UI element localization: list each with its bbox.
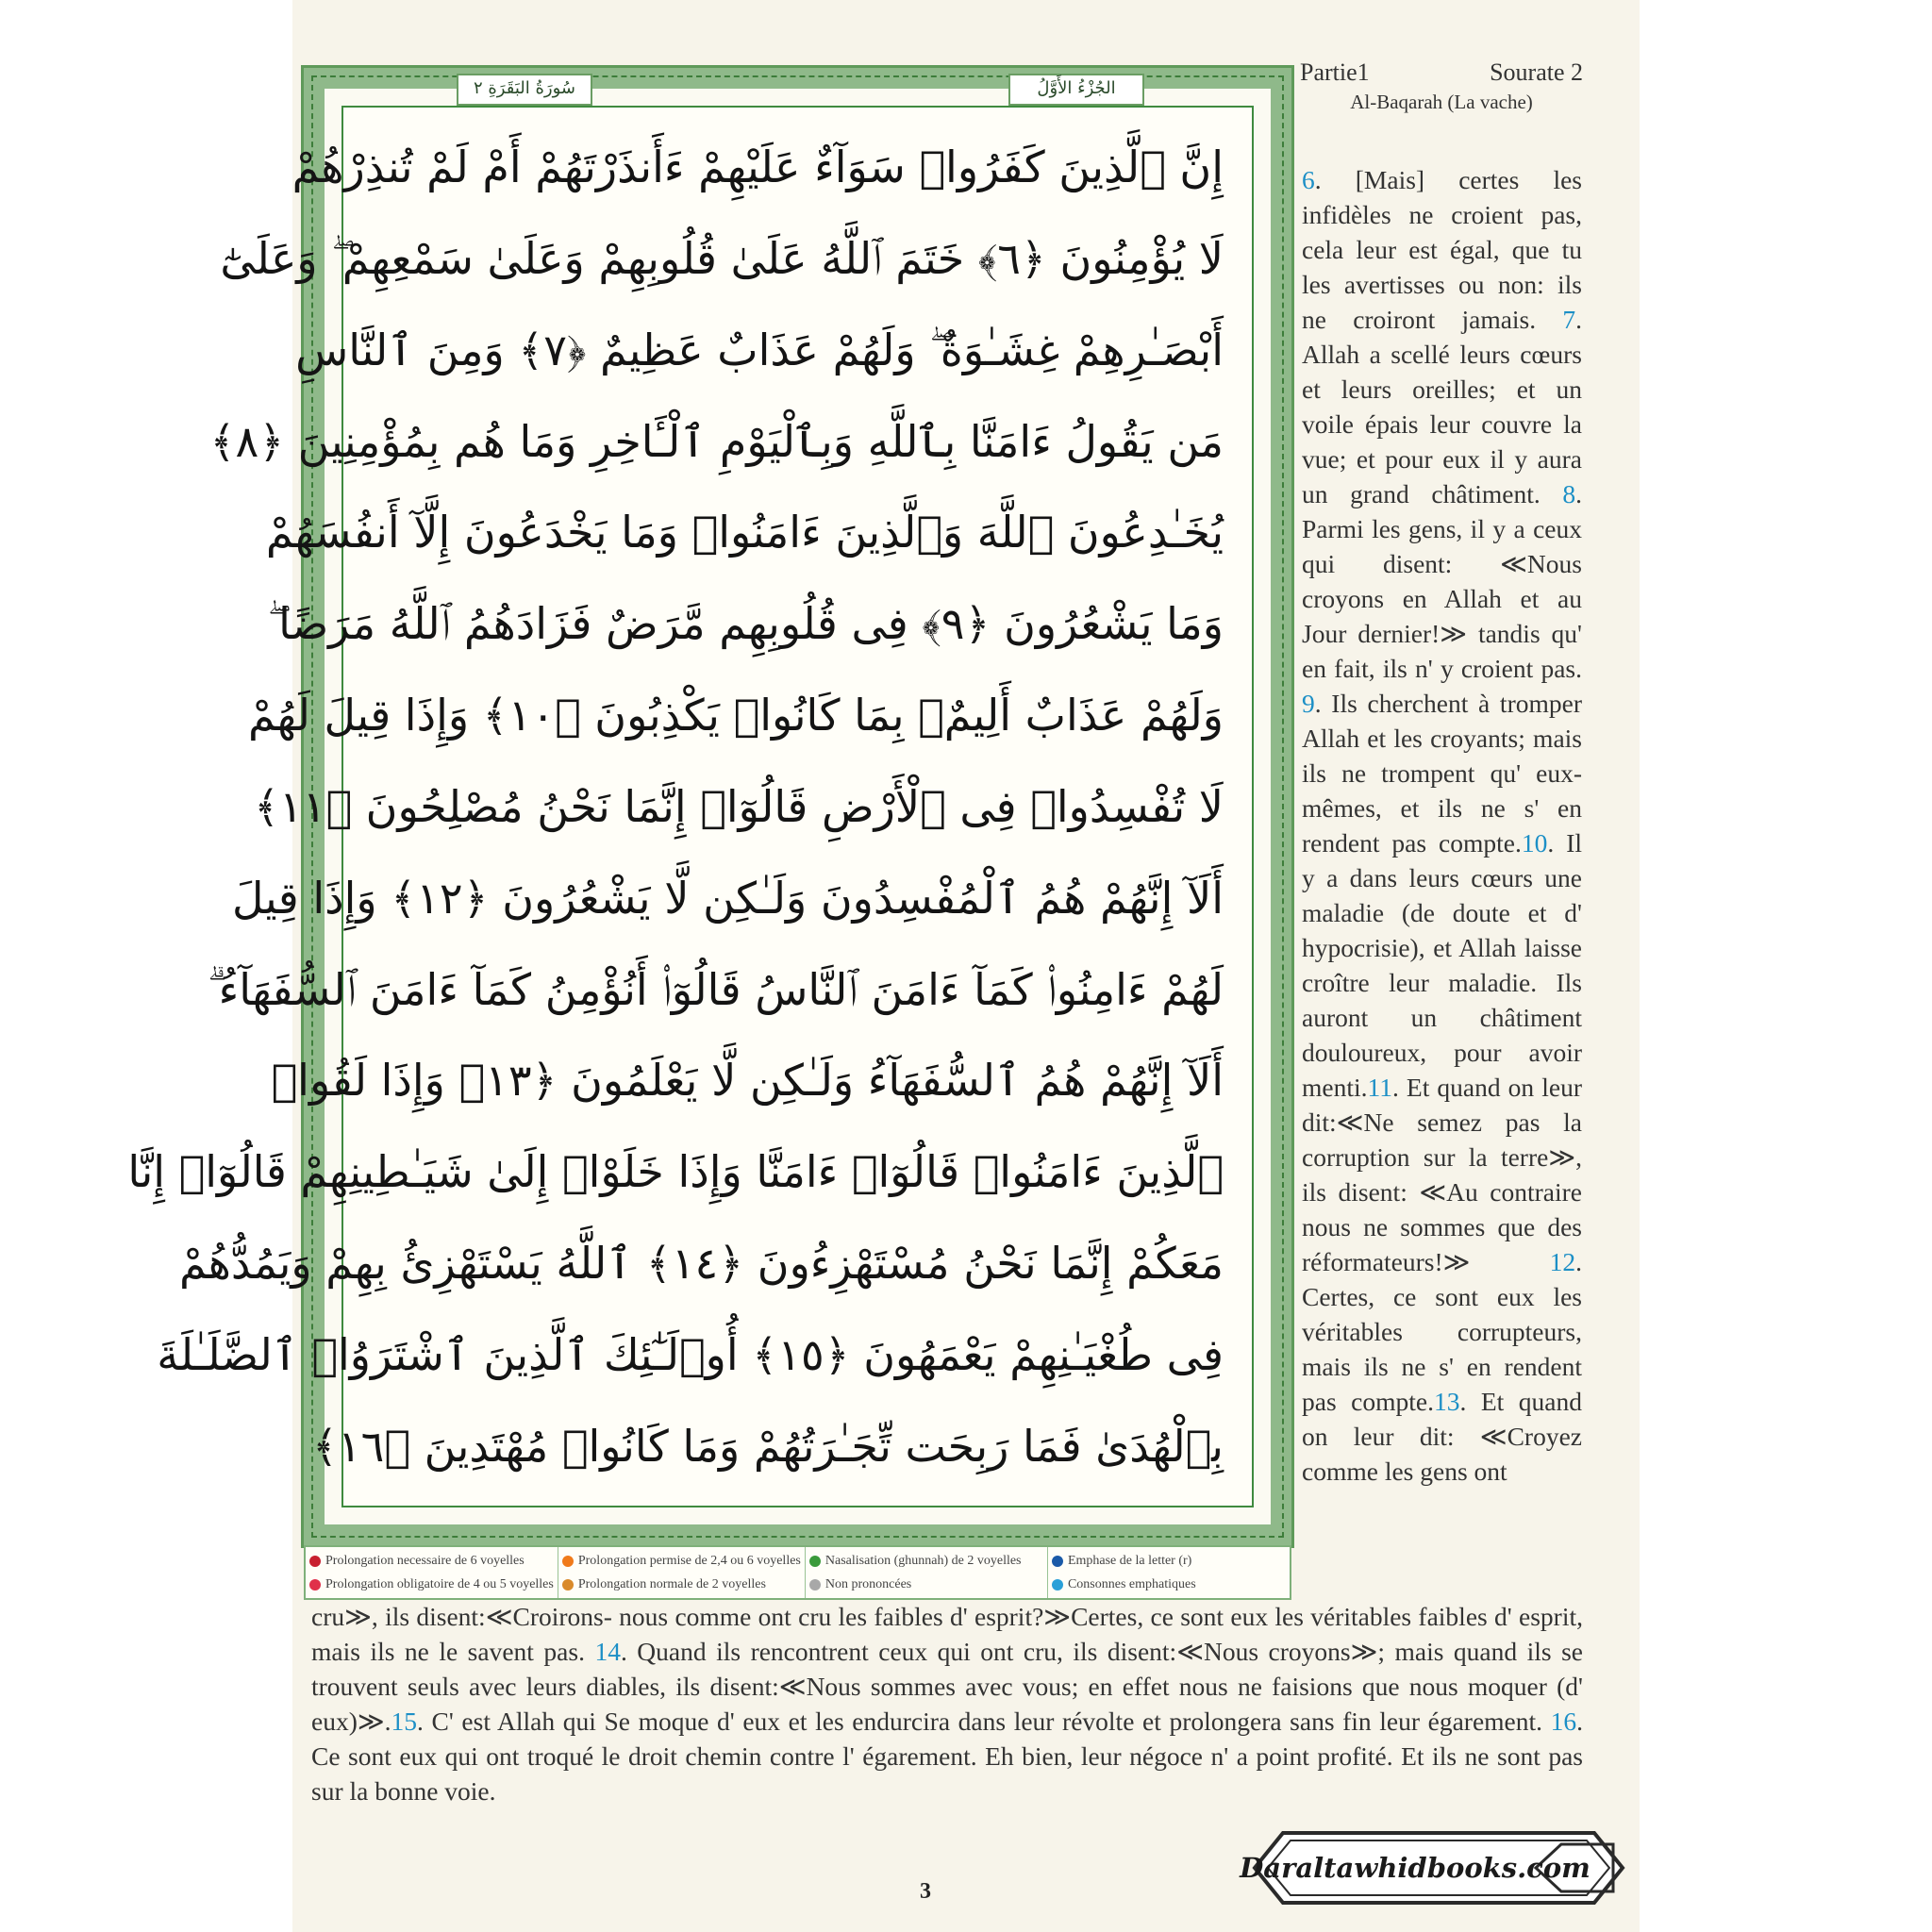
quran-verses	[127, 125, 1224, 1489]
legend-label: Consonnes emphatiques	[1067, 1576, 1196, 1591]
legend-label: Prolongation permise de 2,4 ou 6 voyelles	[577, 1553, 801, 1568]
legend-color-dot	[562, 1556, 574, 1567]
verse-number: 13	[1433, 1387, 1460, 1416]
legend-column	[806, 1547, 1048, 1598]
quran-line: أَبْصَـٰرِهِمْ غِشَـٰوَةٌ ۖ وَلَهُمْ عَذَابٌ عَظِيمٌ ﴿٧﴾ وَمِنَ ٱلنَّاسِ	[295, 324, 1224, 375]
translation-text: . Il y a dans leurs cœurs une maladie (de doute et d' hypocrisie), et Allah laisse croître leur maladie. Ils auront un châtiment douloureux, pour avoir menti.	[1302, 828, 1582, 1102]
quran-text-area	[127, 106, 1254, 1507]
translation-text: cru≫, ils disent:≪Croirons- nous comme ont cru les faibles d' esprit?≫Certes, ce sont eux les véritables faibles d' esprit, mais ils ne le savent pas.	[311, 1602, 1583, 1666]
verse-number: 11	[1367, 1073, 1392, 1102]
legend-column	[1048, 1547, 1290, 1598]
translation-text: . Quand ils rencontrent ceux qui ont cru, ils disent:≪Nous croyons≫; mais quand ils se trouvent seuls avec leurs diables, ils disent:≪Nous sommes avec vous; en effet nous ne faisions que nous moquer (d' eux)≫.	[311, 1637, 1583, 1736]
legend-label: Prolongation necessaire de 6 voyelles	[325, 1553, 525, 1568]
legend-item	[309, 1577, 554, 1592]
legend-item	[1052, 1554, 1286, 1569]
legend-color-dot	[1052, 1579, 1063, 1591]
legend-color-dot	[1052, 1556, 1063, 1567]
legend-color-dot	[809, 1579, 821, 1591]
legend-color-dot	[309, 1579, 321, 1591]
legend-label: Nasalisation (ghunnah) de 2 voyelles	[824, 1553, 1022, 1568]
quran-line: أَلَآ إِنَّهُمْ هُمُ ٱلْمُفْسِدُونَ وَلَـٰكِن لَّا يَشْعُرُونَ ﴿١٢﴾ وَإِذَا قِيلَ	[232, 872, 1224, 924]
quran-line: مَن يَقُولُ ءَامَنَّا بِٱللَّهِ وَبِٱلْيَوْمِ ٱلْـَٔاخِرِ وَمَا هُم بِمُؤْمِنِينَ ﴿٨﴾	[209, 415, 1224, 467]
verse-number: 8	[1562, 479, 1576, 508]
verse-number: 15	[391, 1707, 418, 1736]
page-number: 3	[920, 1879, 931, 1904]
translation-text: . Allah a scellé leurs cœurs et leurs oreilles; et un voile épais leur couvre la vue; et pour eux il y aura un grand châtiment.	[1302, 305, 1582, 508]
translation-text: . Et quand on leur dit:≪Ne semez pas la corruption sur la terre≫, ils disent: ≪Au contraire nous ne sommes que des réformateurs!≫	[1302, 1073, 1582, 1276]
legend-item	[562, 1554, 801, 1569]
quran-line: أَلَآ إِنَّهُمْ هُمُ ٱلسُّفَهَآءُ وَلَـٰكِن لَّا يَعْلَمُونَ ﴿١٣﴾ وَإِذَا لَقُوا۟	[271, 1055, 1224, 1107]
quran-line: وَلَهُمْ عَذَابٌ أَلِيمٌۢ بِمَا كَانُوا۟ يَكْذِبُونَ ﴿١٠﴾ وَإِذَا قِيلَ لَهُمْ	[248, 690, 1224, 741]
translation-text: . Et quand on leur dit: ≪Croyez comme les gens ont	[1302, 1387, 1582, 1486]
juz-tab: الجُزْءُ الأَوَّلُ	[1008, 74, 1144, 106]
quran-line: وَمَا يَشْعُرُونَ ﴿٩﴾ فِى قُلُوبِهِم مَّرَضٌ فَزَادَهُمُ ٱللَّهُ مَرَضًا ۖ	[267, 598, 1224, 650]
legend-item	[809, 1554, 1043, 1569]
watermark-logo	[1236, 1825, 1632, 1910]
legend-item	[1052, 1577, 1286, 1592]
legend-color-dot	[562, 1579, 574, 1591]
legend-label: Non prononcées	[824, 1576, 912, 1591]
surah-number-label: Sourate 2	[1490, 58, 1583, 86]
verse-number: 12	[1549, 1247, 1576, 1276]
quran-line: لَا تُفْسِدُوا۟ فِى ٱلْأَرْضِ قَالُوٓا۟ إِنَّمَا نَحْنُ مُصْلِحُونَ ﴿١١﴾	[254, 780, 1224, 832]
legend-item	[809, 1577, 1043, 1592]
verse-number: 14	[594, 1637, 621, 1666]
legend-item	[309, 1554, 554, 1569]
verse-number: 9	[1302, 689, 1315, 718]
watermark-text: Daraltawhidbooks.com	[1240, 1852, 1591, 1884]
page-header	[1300, 58, 1583, 114]
verse-number: 16	[1550, 1707, 1577, 1736]
translation-text: . Parmi les gens, il y a ceux qui disent: ≪Nous croyons en Allah et au Jour dernier!≫ tandis qu' en fait, ils n' y croient pas.	[1302, 479, 1582, 683]
legend-label: Prolongation obligatoire de 4 ou 5 voyelles	[325, 1576, 554, 1591]
translation-text: . C' est Allah qui Se moque d' eux et les endurcira dans leur révolte et prolongera sans fin leur égarement.	[417, 1707, 1551, 1736]
surah-name: Al-Baqarah (La vache)	[1350, 91, 1533, 113]
quran-line: لَا يُؤْمِنُونَ ﴿٦﴾ خَتَمَ ٱللَّهُ عَلَىٰ قُلُوبِهِمْ وَعَلَىٰ سَمْعِهِمْ ۖ وَعَلَىٰٓ	[220, 232, 1224, 284]
translation-text: . [Mais] certes les infidèles ne croient pas, cela leur est égal, que tu les avertisses ou non: ils ne croiront jamais.	[1302, 165, 1582, 334]
verse-number: 10	[1521, 828, 1548, 858]
quran-line: بِٱلْهُدَىٰ فَمَا رَبِحَت تِّجَـٰرَتُهُمْ وَمَا كَانُوا۟ مُهْتَدِينَ ﴿١٦﴾	[312, 1420, 1224, 1472]
quran-line: فِى طُغْيَـٰنِهِمْ يَعْمَهُونَ ﴿١٥﴾ أُو۟لَـٰٓئِكَ ٱلَّذِينَ ٱشْتَرَوُا۟ ٱلضَّلَـٰلَةَ	[157, 1328, 1224, 1380]
legend-color-dot	[809, 1556, 821, 1567]
quran-line: مَعَكُمْ إِنَّمَا نَحْنُ مُسْتَهْزِءُونَ ﴿١٤﴾ ٱللَّهُ يَسْتَهْزِئُ بِهِمْ وَيَمُدُّهُمْ	[178, 1238, 1224, 1290]
translation-text: . Ils cherchent à tromper Allah et les croyants; mais ils ne trompent qu' eux-mêmes, et ils ne s' en rendent pas compte.	[1302, 689, 1582, 858]
quran-line: لَهُمْ ءَامِنُوا۟ كَمَآ ءَامَنَ ٱلنَّاسُ قَالُوٓا۟ أَنُؤْمِنُ كَمَآ ءَامَنَ ٱلسُّفَهَآءُ ۗ	[208, 963, 1224, 1015]
legend-label: Prolongation normale de 2 voyelles	[577, 1576, 766, 1591]
part-label: Partie1	[1300, 58, 1370, 86]
translation-text: . Certes, ce sont eux les véritables corrupteurs, mais ils ne s' en rendent pas compte.	[1302, 1247, 1582, 1416]
legend-label: Emphase de la letter (r)	[1067, 1553, 1192, 1568]
quran-line: إِنَّ ٱلَّذِينَ كَفَرُوا۟ سَوَآءٌ عَلَيْهِمْ ءَأَنذَرْتَهُمْ أَمْ لَمْ تُنذِرْهُمْ	[291, 142, 1224, 192]
verse-number: 6	[1302, 165, 1315, 194]
tajweed-legend	[304, 1545, 1291, 1600]
translation-text: . Ce sont eux qui ont troqué le droit chemin contre l' égarement. Eh bien, leur négoce n' a point profité. Et ils ne sont pas sur la bonne voie.	[311, 1707, 1583, 1806]
legend-column	[306, 1547, 558, 1598]
quran-frame	[127, 68, 1291, 1545]
translation-bottom	[311, 1599, 1583, 1808]
legend-column	[558, 1547, 806, 1598]
translation-side	[1302, 162, 1582, 1489]
legend-item	[562, 1577, 801, 1592]
surah-tab: سُورَةُ البَقَرَةِ ٢	[457, 74, 592, 106]
legend-color-dot	[309, 1556, 321, 1567]
quran-line: ٱلَّذِينَ ءَامَنُوا۟ قَالُوٓا۟ ءَامَنَّا وَإِذَا خَلَوْا۟ إِلَىٰ شَيَـٰطِينِهِمْ قَالُوٓا۟ إِنَّا	[127, 1146, 1224, 1198]
verse-number: 7	[1562, 305, 1576, 334]
quran-line: يُخَـٰدِعُونَ ٱللَّهَ وَٱلَّذِينَ ءَامَنُوا۟ وَمَا يَخْدَعُونَ إِلَّآ أَنفُسَهُمْ	[265, 507, 1224, 558]
